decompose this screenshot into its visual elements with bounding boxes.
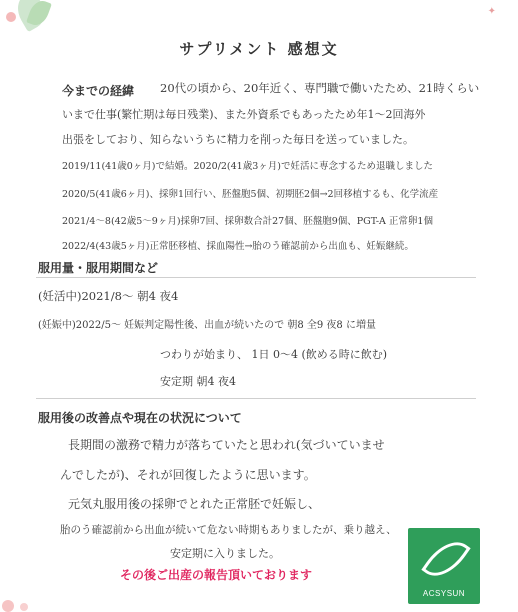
dosage-line: (妊活中)2021/8〜 朝4 夜4 [38, 289, 179, 303]
after-line: んでしたが)、それが回復したように思います。 [60, 468, 316, 482]
after-line: 胎のう確認前から出血が続いて危ない時期もありましたが、乗り越え、 [60, 524, 397, 536]
history-line: 2022/4(43歳5ヶ月)正常胚移植、採血陽性→胎のう確認前から出血も、妊娠継続。 [62, 241, 414, 252]
section-heading-history: 今までの経緯 [62, 84, 135, 98]
dosage-line: (妊娠中)2022/5〜 妊娠判定陽性後、出血が続いたので 朝8 全9 夜8 に増量 [38, 320, 376, 331]
rule [36, 277, 476, 278]
history-line: 2021/4〜8(42歳5〜9ヶ月)採卵7回、採卵数合計27個、胚盤胞9個、PGT-A 正常卵1個 [62, 216, 433, 227]
sparkle-icon: ✦ [487, 6, 496, 17]
acsysun-logo [408, 528, 480, 604]
after-line: 長期間の激務で精力が落ちていたと思われ(気づいていませ [68, 438, 385, 452]
after-line: 安定期に入りました。 [170, 547, 280, 560]
section-heading-after: 服用後の改善点や現在の状況について [38, 411, 242, 425]
logo-text: ACSYSUN [422, 589, 466, 598]
after-line: 元気丸服用後の採卵でとれた正常胚で妊娠し、 [68, 497, 321, 511]
history-line: いまで仕事(繁忙期は毎日残業)、また外資系でもあったため年1〜2回海外 [62, 108, 426, 121]
leaf-icon [421, 532, 470, 586]
history-line: 20代の頃から、20年近く、専門職で働いたため、21時くらい [160, 81, 480, 95]
decor-dot [6, 12, 16, 22]
history-line: 2020/5(41歳6ヶ月)、採卵1回行い、胚盤胞5個、初期胚2個→2回移植するも、化学流産 [62, 189, 439, 200]
history-line: 出張をしており、知らないうちに精力を削った毎日を送っていました。 [62, 133, 414, 146]
history-line: 2019/11(41歳0ヶ月)で結婚。2020/2(41歳3ヶ月)で妊活に専念するため退職しました [62, 161, 433, 172]
page-title: サプリメント 感想文 [179, 40, 339, 58]
dosage-line: 安定期 朝4 夜4 [160, 375, 236, 388]
rule [36, 398, 476, 399]
section-heading-dosage: 服用量・服用期間など [38, 261, 159, 275]
report-note: その後ご出産の報告頂いております [120, 568, 313, 582]
dosage-line: つわりが始まり、 1日 0〜4 (飲める時に飲む) [160, 348, 388, 361]
decor-dot [2, 600, 14, 612]
